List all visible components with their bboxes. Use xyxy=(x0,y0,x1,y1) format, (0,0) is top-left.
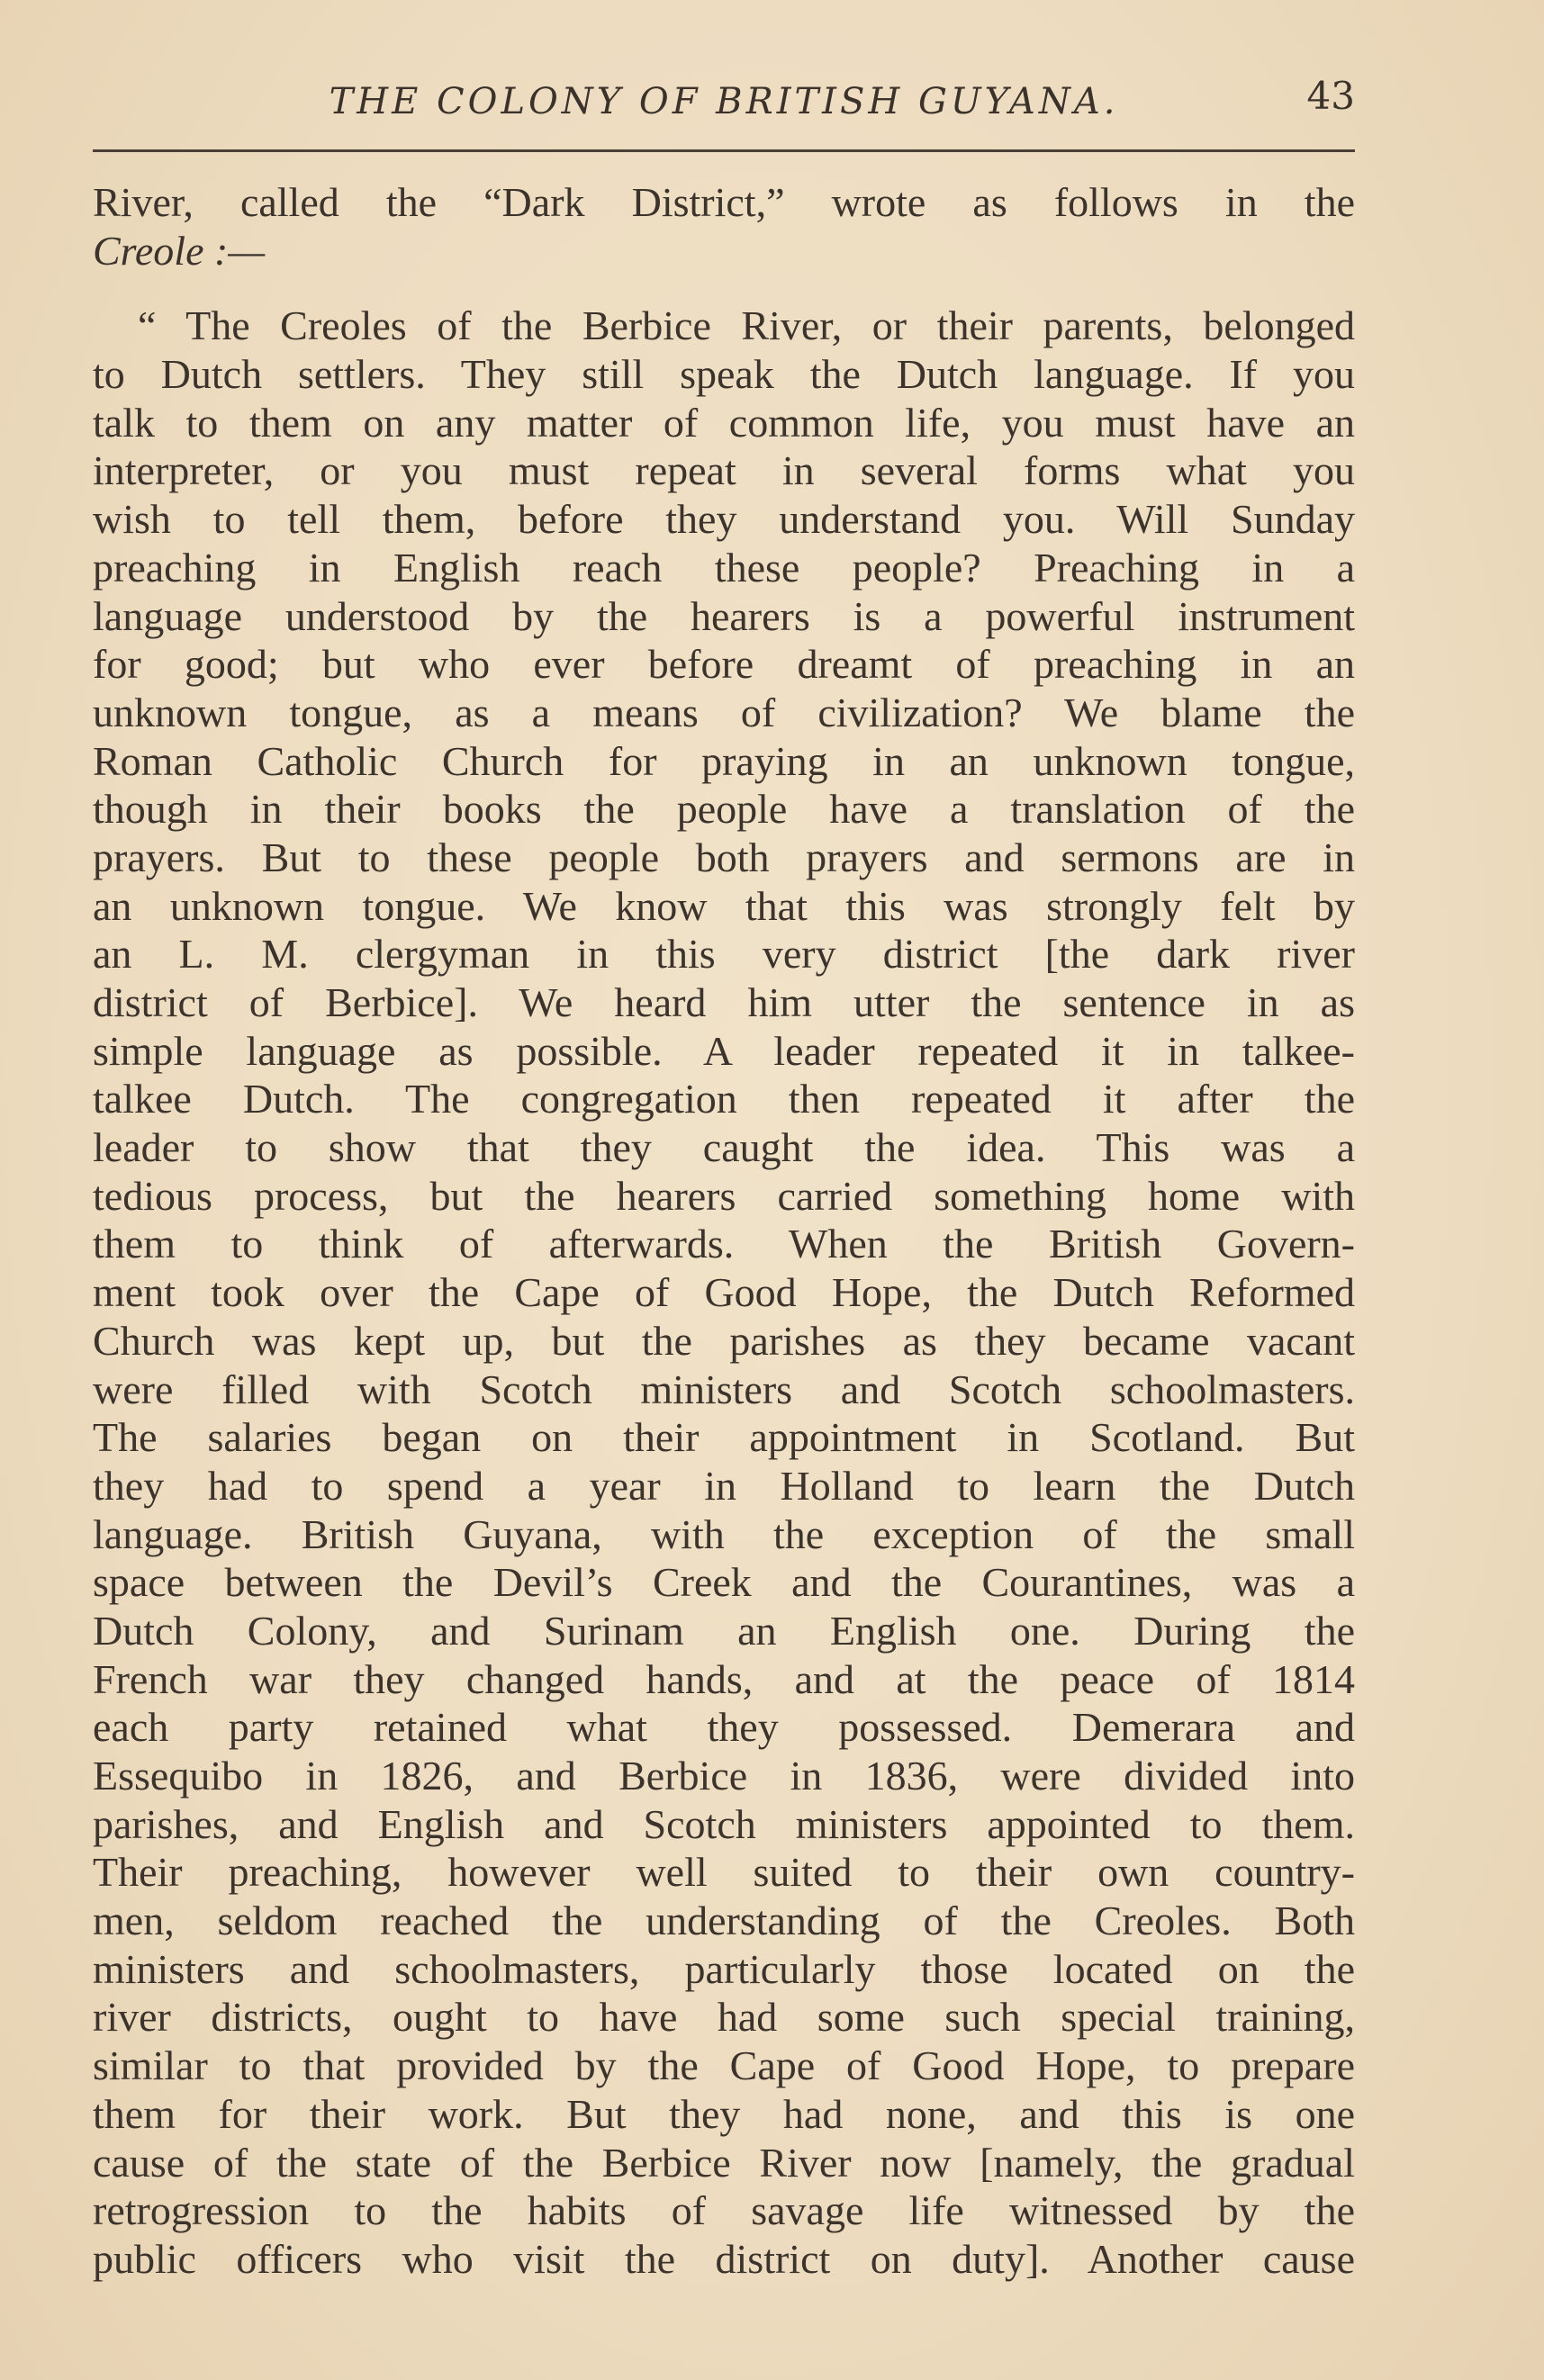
quote-line: wish to tell them, before they understand you. Will Sunday xyxy=(93,496,1355,543)
quote-line: leader to show that they caught the idea. This was a xyxy=(93,1124,1355,1171)
quoted-paragraph xyxy=(93,302,1355,2283)
quote-line: French war they changed hands, and at the peace of 1814 xyxy=(93,1655,1355,1702)
quote-line: district of Berbice]. We heard him utter the sentence in as xyxy=(93,979,1355,1025)
quote-line: though in their books the people have a translation of the xyxy=(93,786,1355,833)
quote-line: retrogression to the habits of savage life witnessed by the xyxy=(93,2187,1355,2234)
quote-line: ministers and schoolmasters, particularly those located on the xyxy=(93,1945,1355,1992)
header-rule xyxy=(93,149,1355,152)
quote-line: talkee Dutch. The congregation then repeated it after the xyxy=(93,1076,1355,1122)
quote-line: were filled with Scotch ministers and Scotch schoolmasters. xyxy=(93,1366,1355,1412)
quote-line: cause of the state of the Berbice River now [namely, the gradual xyxy=(93,2139,1355,2186)
quote-line: tedious process, but the hearers carried something home with xyxy=(93,1172,1355,1219)
quote-line: river districts, ought to have had some such special training, xyxy=(93,1994,1355,2041)
page-header xyxy=(93,70,1355,133)
quote-line: talk to them on any matter of common life, you must have an xyxy=(93,399,1355,446)
intro-line-source: Creole :— xyxy=(93,227,266,274)
quote-line: to Dutch settlers. They still speak the Dutch language. If you xyxy=(93,351,1355,398)
quote-line: interpreter, or you must repeat in several forms what you xyxy=(93,447,1355,494)
quote-line: unknown tongue, as a means of civilization? We blame the xyxy=(93,689,1355,735)
running-title: THE COLONY OF BRITISH GUYANA. xyxy=(329,81,1119,122)
quote-line: prayers. But to these people both prayers and sermons are in xyxy=(93,834,1355,880)
quote-line: space between the Devil’s Creek and the Courantines, was a xyxy=(93,1559,1355,1606)
page-number: 43 xyxy=(1306,74,1355,118)
quote-line: ment took over the Cape of Good Hope, the Dutch Reformed xyxy=(93,1269,1355,1316)
quote-line: men, seldom reached the understanding of the Creoles. Both xyxy=(93,1898,1355,1944)
quote-line: “ The Creoles of the Berbice River, or their parents, belonged xyxy=(138,302,1355,349)
quote-line: Essequibo in 1826, and Berbice in 1836, were divided into xyxy=(93,1753,1355,1799)
quote-line: Church was kept up, but the parishes as they became vacant xyxy=(93,1317,1355,1364)
quote-line: them for their work. But they had none, and this is one xyxy=(93,2090,1355,2137)
quote-line: simple language as possible. A leader repeated it in talkee- xyxy=(93,1027,1355,1074)
quote-line: them to think of afterwards. When the British Govern- xyxy=(93,1221,1355,1267)
paragraph-gap xyxy=(93,275,1355,302)
quote-line: Their preaching, however well suited to their own country- xyxy=(93,1849,1355,1896)
quote-line: language. British Guyana, with the exception of the small xyxy=(93,1510,1355,1557)
quote-line: for good; but who ever before dreamt of preaching in an xyxy=(93,641,1355,688)
quote-line: Roman Catholic Church for praying in an unknown tongue, xyxy=(93,737,1355,784)
quote-line: The salaries began on their appointment in Scotland. But xyxy=(93,1414,1355,1461)
quote-line: parishes, and English and Scotch ministers appointed to them. xyxy=(93,1800,1355,1847)
body-text xyxy=(93,178,1355,2284)
quote-line: an L. M. clergyman in this very district [the dark river xyxy=(93,931,1355,978)
intro-line: River, called the “Dark District,” wrote as follows in the xyxy=(93,179,1355,225)
quote-line: preaching in English reach these people? Preaching in a xyxy=(93,544,1355,590)
quote-line: each party retained what they possessed. Demerara and xyxy=(93,1704,1355,1751)
quote-line: similar to that provided by the Cape of Good Hope, to prepare xyxy=(93,2042,1355,2089)
quote-line: public officers who visit the district on duty]. Another cause xyxy=(93,2235,1355,2282)
quote-line: they had to spend a year in Holland to learn the Dutch xyxy=(93,1462,1355,1509)
quote-line: language understood by the hearers is a powerful instrument xyxy=(93,592,1355,639)
quote-line: an unknown tongue. We know that this was strongly felt by xyxy=(93,882,1355,929)
quote-line: Dutch Colony, and Surinam an English one. During the xyxy=(93,1607,1355,1654)
